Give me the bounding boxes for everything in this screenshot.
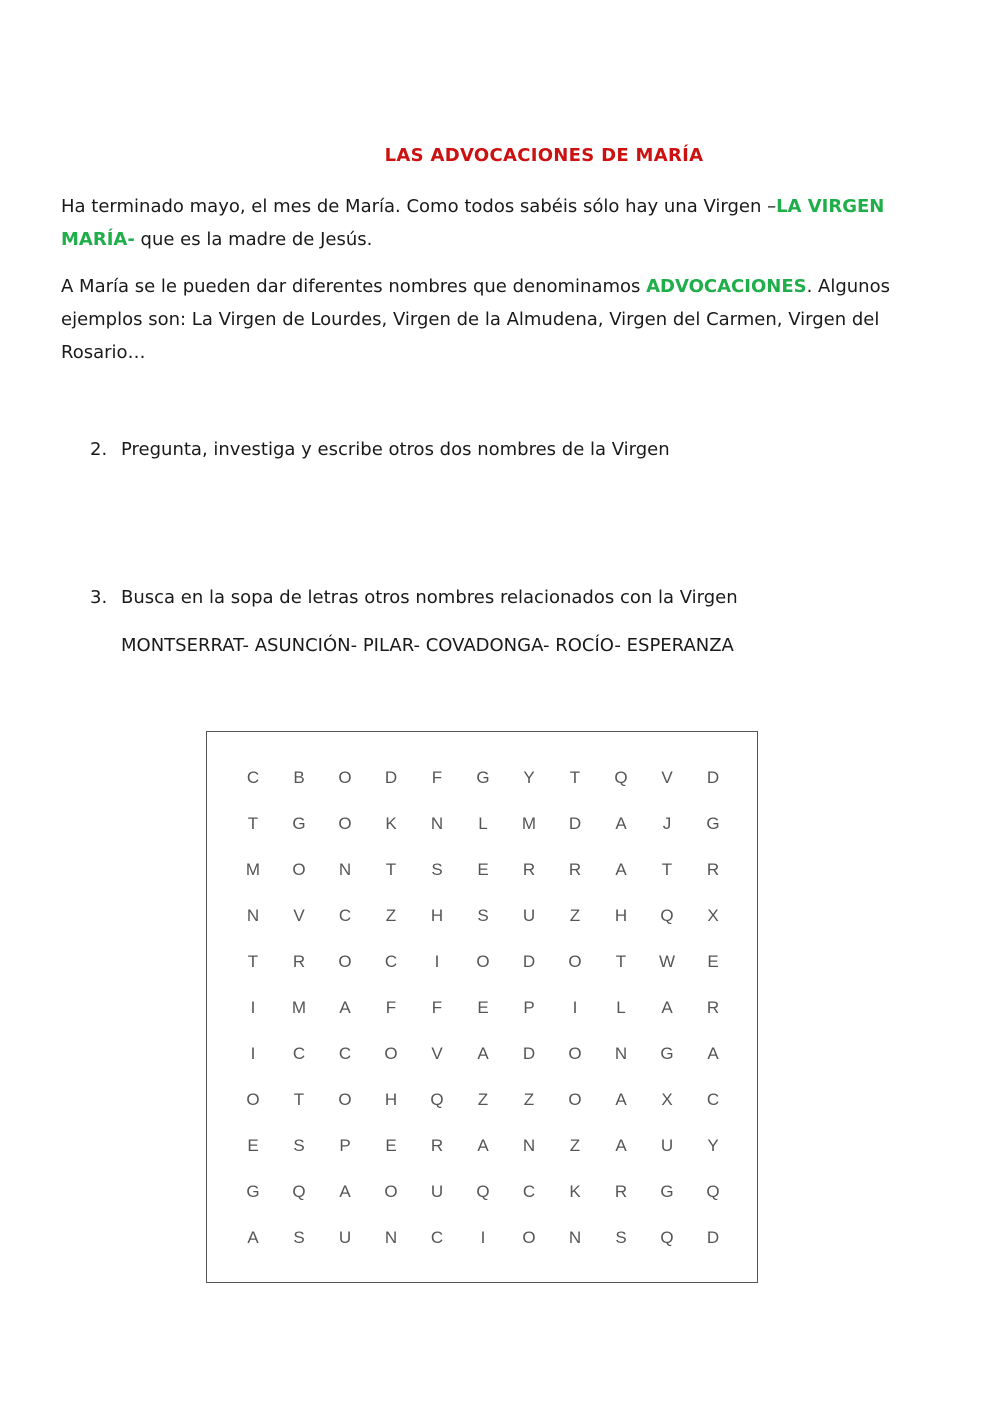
grid-letter[interactable]: A [707, 1044, 719, 1063]
grid-letter[interactable]: C [338, 1044, 352, 1063]
grid-letter[interactable]: G [246, 1182, 260, 1201]
grid-letter[interactable]: O [522, 1228, 536, 1247]
grid-letter[interactable]: F [431, 768, 443, 787]
grid-letter[interactable]: Q [476, 1182, 490, 1201]
grid-letter[interactable]: I [480, 1228, 486, 1247]
grid-letter[interactable]: L [478, 814, 488, 833]
advocaciones-paragraph [61, 270, 941, 369]
grid-letter[interactable]: D [568, 814, 582, 833]
grid-letter[interactable]: H [614, 906, 628, 925]
grid-letter[interactable]: C [522, 1182, 536, 1201]
grid-letter[interactable]: G [292, 814, 306, 833]
grid-letter[interactable]: Q [614, 768, 628, 787]
grid-letter[interactable]: G [476, 768, 490, 787]
grid-letter[interactable]: R [614, 1182, 628, 1201]
grid-letter[interactable]: A [615, 1136, 627, 1155]
grid-letter[interactable]: Q [430, 1090, 444, 1109]
grid-letter[interactable]: H [430, 906, 444, 925]
grid-letter[interactable]: C [338, 906, 352, 925]
advocaciones-highlight: ADVOCACIONES [646, 276, 807, 297]
grid-letter[interactable]: S [293, 1136, 305, 1155]
grid-letter[interactable]: O [292, 860, 306, 879]
grid-letter[interactable]: N [430, 814, 444, 833]
grid-letter[interactable]: Q [706, 1182, 720, 1201]
grid-letter[interactable]: T [661, 860, 673, 879]
grid-letter[interactable]: O [568, 1090, 582, 1109]
grid-letter[interactable]: A [339, 1182, 351, 1201]
grid-letter[interactable]: S [615, 1228, 627, 1247]
grid-letter[interactable]: O [476, 952, 490, 971]
grid-letter[interactable]: D [706, 768, 720, 787]
grid-letter[interactable]: O [338, 768, 352, 787]
grid-letter[interactable]: V [431, 1044, 443, 1063]
grid-letter[interactable]: R [522, 860, 536, 879]
word-search-grid [230, 755, 736, 1261]
grid-letter[interactable]: N [338, 860, 352, 879]
grid-letter[interactable]: X [707, 906, 719, 925]
grid-letter[interactable]: I [572, 998, 578, 1017]
grid-letter[interactable]: B [293, 768, 305, 787]
grid-letter[interactable]: R [430, 1136, 444, 1155]
grid-letter[interactable]: C [246, 768, 260, 787]
grid-letter[interactable]: C [706, 1090, 720, 1109]
grid-letter[interactable]: O [338, 1090, 352, 1109]
grid-letter[interactable]: G [660, 1044, 674, 1063]
grid-letter[interactable]: T [293, 1090, 305, 1109]
grid-letter[interactable]: P [339, 1136, 351, 1155]
word-search-box [206, 731, 758, 1283]
grid-letter[interactable]: V [661, 768, 673, 787]
grid-letter[interactable]: R [292, 952, 306, 971]
grid-letter[interactable]: O [338, 952, 352, 971]
grid-letter[interactable]: V [293, 906, 305, 925]
intro-text-start: Ha terminado mayo, el mes de María. Como todos sabéis sólo hay una Virgen – [61, 196, 777, 217]
grid-letter[interactable]: G [706, 814, 720, 833]
grid-letter[interactable]: A [477, 1044, 489, 1063]
grid-letter[interactable]: Z [523, 1090, 535, 1109]
grid-letter[interactable]: Q [660, 906, 674, 925]
grid-letter[interactable]: C [292, 1044, 306, 1063]
grid-letter[interactable]: I [434, 952, 440, 971]
grid-letter[interactable]: D [522, 952, 536, 971]
grid-letter[interactable]: L [616, 998, 626, 1017]
word-list: MONTSERRAT- ASUNCIÓN- PILAR- COVADONGA- ROCÍO- ESPERANZA [121, 635, 734, 656]
grid-letter[interactable]: M [521, 814, 537, 833]
page-title: LAS ADVOCACIONES DE MARÍA [384, 145, 704, 166]
grid-letter[interactable]: I [250, 998, 256, 1017]
grid-letter[interactable]: A [615, 860, 627, 879]
grid-letter[interactable]: F [431, 998, 443, 1017]
grid-letter[interactable]: D [522, 1044, 536, 1063]
grid-letter[interactable]: F [385, 998, 397, 1017]
grid-letter[interactable]: D [706, 1228, 720, 1247]
question-3 [90, 586, 738, 610]
grid-letter[interactable]: Q [660, 1228, 674, 1247]
grid-letter[interactable]: M [245, 860, 261, 879]
grid-letter[interactable]: P [523, 998, 535, 1017]
question-2 [90, 438, 670, 462]
grid-letter[interactable]: I [250, 1044, 256, 1063]
grid-letter[interactable]: N [614, 1044, 628, 1063]
grid-letter[interactable]: N [384, 1228, 398, 1247]
grid-letter[interactable]: T [247, 814, 259, 833]
grid-letter[interactable]: K [385, 814, 397, 833]
grid-letter[interactable]: D [384, 768, 398, 787]
grid-letter[interactable]: R [706, 998, 720, 1017]
grid-letter[interactable]: N [522, 1136, 536, 1155]
grid-letter[interactable]: Z [477, 1090, 489, 1109]
grid-letter[interactable]: U [430, 1182, 444, 1201]
grid-letter[interactable]: O [568, 952, 582, 971]
advocaciones-text-start: A María se le pueden dar diferentes nombres que denominamos [61, 276, 647, 297]
grid-letter[interactable]: U [660, 1136, 674, 1155]
grid-letter[interactable]: U [522, 906, 536, 925]
grid-letter[interactable]: Y [707, 1136, 719, 1155]
intro-paragraph [61, 190, 941, 256]
intro-text-end: que es la madre de Jesús. [134, 229, 373, 250]
question-3-text: Busca en la sopa de letras otros nombres relacionados con la Virgen [121, 587, 738, 608]
grid-letter[interactable]: T [385, 860, 397, 879]
grid-letter[interactable]: E [247, 1136, 259, 1155]
grid-letter[interactable]: T [615, 952, 627, 971]
grid-letter[interactable]: C [384, 952, 398, 971]
grid-letter[interactable]: J [662, 814, 672, 833]
grid-letter[interactable]: A [247, 1228, 259, 1247]
grid-letter[interactable]: Z [569, 906, 581, 925]
grid-letter[interactable]: C [430, 1228, 444, 1247]
grid-letter[interactable]: S [293, 1228, 305, 1247]
grid-letter[interactable]: H [384, 1090, 398, 1109]
question-2-number: 2. [90, 439, 108, 460]
grid-letter[interactable]: T [569, 768, 581, 787]
grid-letter[interactable]: X [661, 1090, 673, 1109]
grid-letter[interactable]: Q [292, 1182, 306, 1201]
grid-letter[interactable]: N [568, 1228, 582, 1247]
question-3-number: 3. [90, 587, 108, 608]
grid-letter[interactable]: Z [569, 1136, 581, 1155]
grid-letter[interactable]: A [477, 1136, 489, 1155]
virgin-mary-highlight: LA VIRGEN MARÍA- [61, 196, 885, 250]
grid-letter[interactable]: E [477, 860, 489, 879]
grid-letter[interactable]: W [658, 952, 676, 971]
grid-letter[interactable]: E [477, 998, 489, 1017]
grid-letter[interactable]: A [615, 814, 627, 833]
grid-letter[interactable]: M [291, 998, 307, 1017]
grid-letter[interactable]: S [477, 906, 489, 925]
grid-letter[interactable]: R [568, 860, 582, 879]
grid-letter[interactable]: T [247, 952, 259, 971]
grid-letter[interactable]: O [384, 1182, 398, 1201]
grid-letter[interactable]: A [615, 1090, 627, 1109]
grid-letter[interactable]: A [661, 998, 673, 1017]
grid-letter[interactable]: E [385, 1136, 397, 1155]
grid-letter[interactable]: A [339, 998, 351, 1017]
grid-letter[interactable]: O [246, 1090, 260, 1109]
grid-letter[interactable]: E [707, 952, 719, 971]
grid-letter[interactable]: U [338, 1228, 352, 1247]
grid-letter[interactable]: Z [385, 906, 397, 925]
question-2-text: Pregunta, investiga y escribe otros dos nombres de la Virgen [121, 439, 670, 460]
grid-letter[interactable]: S [431, 860, 443, 879]
grid-letter[interactable]: O [568, 1044, 582, 1063]
grid-letter[interactable]: Y [523, 768, 535, 787]
advocaciones-text-end: . Algunos ejemplos son: La Virgen de Lourdes, Virgen de la Almudena, Virgen del Carmen, Virgen del Rosario… [61, 276, 890, 363]
grid-letter[interactable]: N [246, 906, 260, 925]
grid-letter[interactable]: K [569, 1182, 581, 1201]
grid-letter[interactable]: G [660, 1182, 674, 1201]
grid-letter[interactable]: R [706, 860, 720, 879]
grid-letter[interactable]: O [338, 814, 352, 833]
grid-letter[interactable]: O [384, 1044, 398, 1063]
